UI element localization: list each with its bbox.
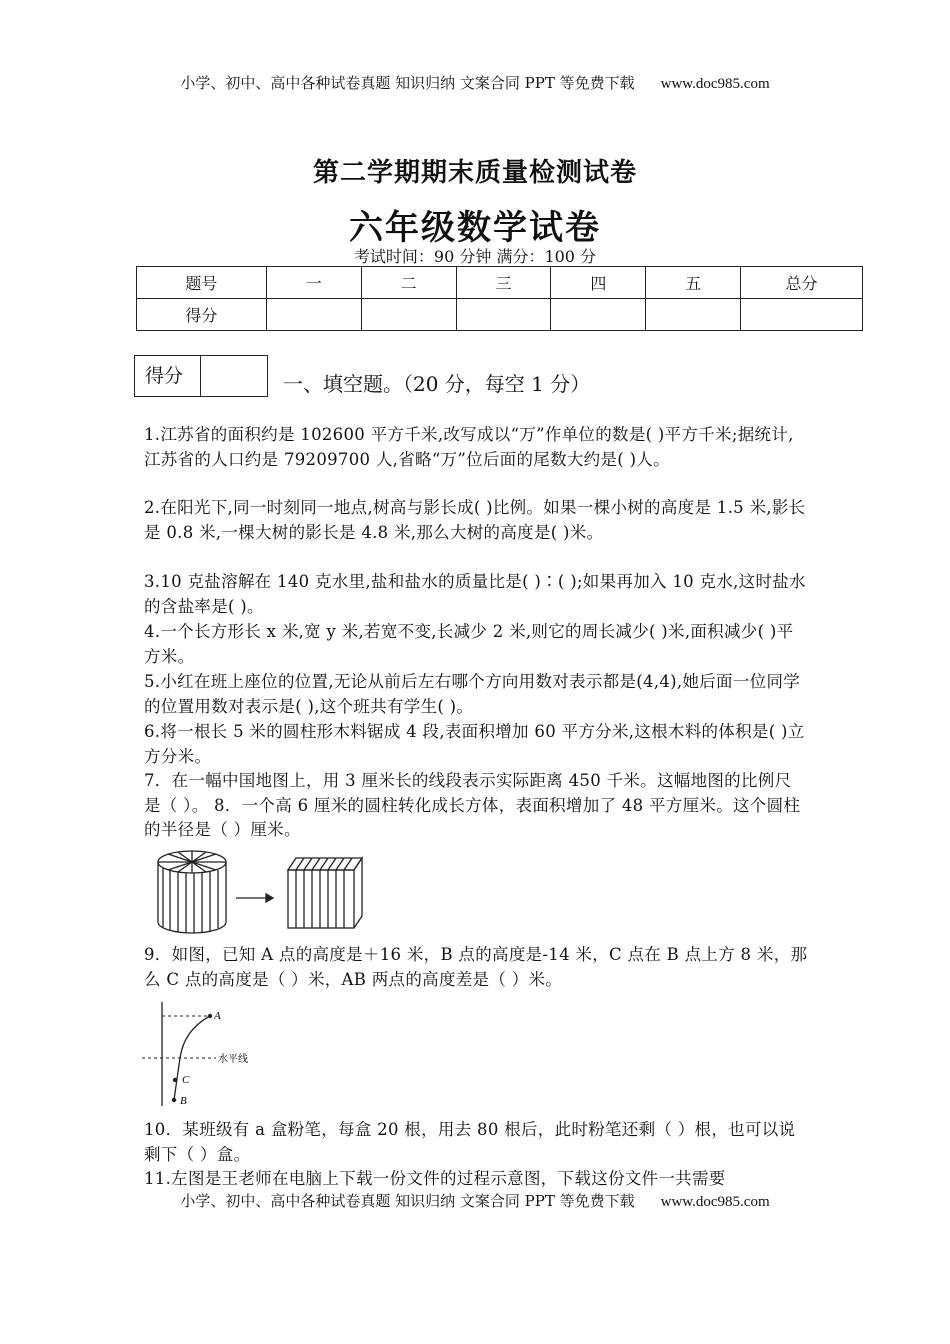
section1-score-box [134,355,268,397]
score-cell[interactable] [646,299,741,331]
label-horizon: 水平线 [218,1054,248,1065]
page-header [0,72,950,93]
point-a [208,1014,212,1018]
score-cell[interactable] [551,299,646,331]
footer-url[interactable]: www.doc985.com [660,1194,770,1210]
cylinder-icon [158,851,226,933]
score-cell[interactable] [266,299,361,331]
height-diagram-figure [140,1000,260,1112]
question-6: 6.将一根长 5 米的圆柱形木料锯成 4 段,表面积增加 60 平方分米,这根木料的体积是( )立方分米。 [144,722,805,766]
page-footer [0,1190,950,1211]
question-1: 1.江苏省的面积约是 102600 平方千米,改写成以“万”作单位的数是( )平方千米;据统计,江苏省的人口约是 79209700 人,省略“万”位后面的尾数大约是( )人。 [144,425,794,469]
score-cell[interactable] [741,299,863,331]
label-a: A [214,1010,221,1022]
score-header-cell: 三 [456,267,551,299]
section1-heading: 一、填空题。（20 分，每空 1 分） [283,372,591,396]
question-2: 2.在阳光下,同一时刻同一地点,树高与影长成( )比例。如果一棵小树的高度是 1.5 米,影长是 0.8 米,一棵大树的影长是 4.8 米,那么大树的高度是( )米。 [144,498,806,542]
score-table-header-row [137,267,863,299]
section1-score-label: 得分 [135,356,201,396]
exam-title: 第二学期期末质量检测试卷 [312,158,637,188]
footer-text: 小学、初中、高中各种试卷真题 知识归纳 文案合同 PPT 等免费下载 [180,1192,635,1210]
question-7-8: 7．在一幅中国地图上，用 3 厘米长的线段表示实际距离 450 千米。这幅地图的比例尺是（ ）。 8．一个高 6 厘米的圆柱转化成长方体，表面积增加了 48 平方厘米。这个圆柱的半径是（ ）厘米。 [144,771,801,839]
cylinder-to-cuboid-figure [150,848,390,934]
question-3: 3.10 克盐溶解在 140 克水里,盐和盐水的质量比是( )∶( );如果再加入 10 克水,这时盐水的含盐率是( )。 [144,572,806,616]
score-header-cell: 五 [646,267,741,299]
score-header-cell: 总分 [741,267,863,299]
score-table-score-row [137,299,863,331]
label-c: C [182,1074,190,1086]
exam-info: 考试时间：90 分钟 满分：100 分 [353,247,597,266]
score-cell[interactable] [361,299,456,331]
cuboid-icon [288,858,362,928]
question-9: 9．如图，已知 A 点的高度是＋16 米，B 点的高度是-14 米，C 点在 B 点上方 8 米，那么 C 点的高度是（ ）米，AB 两点的高度差是（ ）米。 [144,945,808,989]
question-11: 11.左图是王老师在电脑上下载一份文件的过程示意图，下载这份文件一共需要 [144,1169,726,1188]
label-b: B [180,1095,187,1107]
header-text: 小学、初中、高中各种试卷真题 知识归纳 文案合同 PPT 等免费下载 [180,74,635,92]
score-header-cell: 四 [551,267,646,299]
score-header-cell: 二 [361,267,456,299]
question-4: 4.一个长方形长 x 米,宽 y 米,若宽不变,长减少 2 米,则它的周长减少( )米,面积减少( )平方米。 [144,622,794,666]
exam-subtitle: 六年级数学试卷 [349,208,601,248]
point-c [173,1078,177,1082]
score-header-cell: 一 [266,267,361,299]
question-5: 5.小红在班上座位的位置,无论从前后左右哪个方向用数对表示都是(4,4),她后面一位同学的位置用数对表示是( ),这个班共有学生( )。 [144,672,801,716]
point-b [172,1098,176,1102]
header-url[interactable]: www.doc985.com [660,76,770,92]
score-row-label: 得分 [137,299,267,331]
score-header-cell: 题号 [137,267,267,299]
score-table [136,266,863,331]
question-10: 10．某班级有 a 盒粉笔，每盒 20 根，用去 80 根后，此时粉笔还剩（ ）根，也可以说剩下（ ）盒。 [144,1120,796,1164]
score-cell[interactable] [456,299,551,331]
arrow-right-icon [236,894,273,902]
